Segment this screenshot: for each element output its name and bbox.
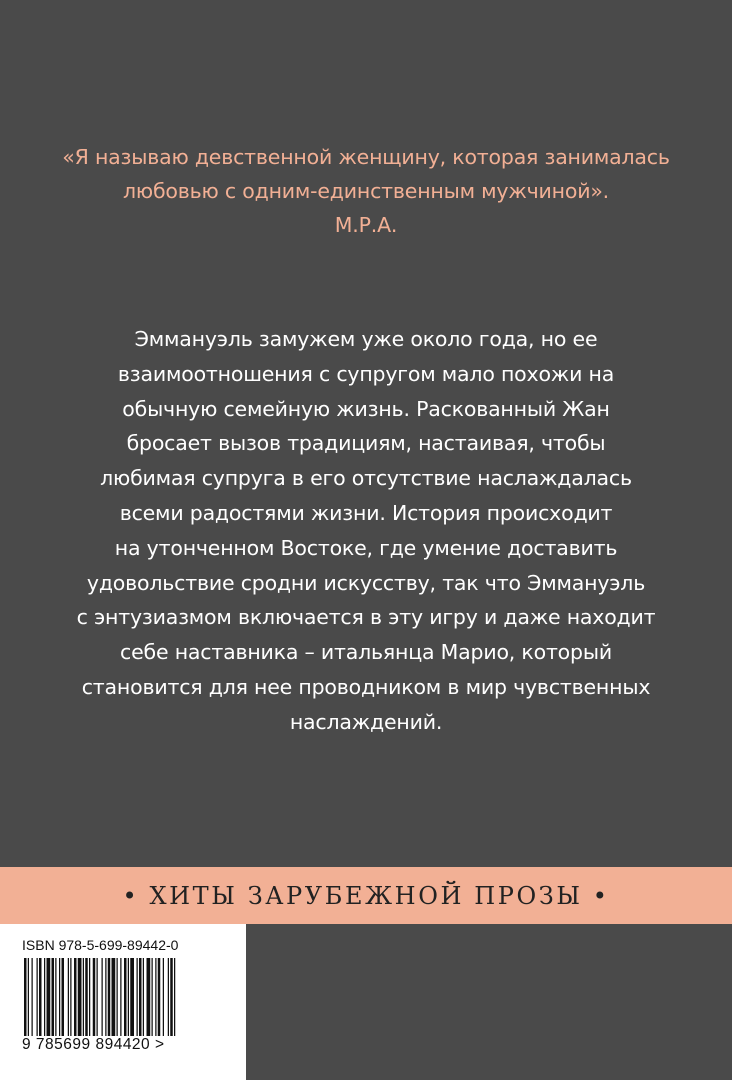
- barcode-bar: [32, 958, 33, 1036]
- description-line: Эммануэль замужем уже около года, но ее: [134, 327, 598, 351]
- barcode-bar: [124, 958, 127, 1036]
- barcode-bar: [155, 958, 156, 1036]
- barcode-bar: [158, 958, 161, 1036]
- barcode-bars: [24, 958, 224, 1036]
- barcode-bar: [28, 958, 29, 1036]
- barcode-bar: [143, 958, 144, 1036]
- barcode-bar: [170, 958, 173, 1036]
- barcode-bar: [168, 958, 169, 1036]
- description-line: удовольствие сродни искусству, так что Эммануэль: [86, 570, 646, 595]
- quote-line: любовью с одним-единственным мужчиной».: [123, 179, 609, 203]
- series-band: [0, 867, 732, 924]
- quote-attribution: М.Р.А.: [334, 213, 398, 237]
- description-line: наслаждений.: [289, 709, 443, 734]
- barcode-bar: [59, 958, 60, 1036]
- barcode-bar: [89, 958, 90, 1036]
- description-line: обычную семейную жизнь. Раскованный Жан: [122, 396, 610, 421]
- barcode-bar: [102, 958, 103, 1036]
- description-line: на утонченном Востоке, где умение доставить: [114, 535, 618, 560]
- barcode-bar: [128, 958, 129, 1036]
- epigraph-quote: [0, 140, 732, 242]
- barcode-digits: 9 785699 894420 >: [22, 1036, 165, 1053]
- barcode-bar: [152, 958, 153, 1036]
- description-line: взаимоотношения с супругом мало похожи на: [117, 361, 615, 386]
- barcode-panel: [0, 924, 246, 1080]
- barcode-bar: [62, 958, 65, 1036]
- barcode-bar: [163, 958, 164, 1036]
- barcode-bar: [47, 958, 51, 1036]
- barcode-bar: [37, 958, 38, 1036]
- description-line: любимая супруга в его отсутствие наслаждалась: [100, 466, 632, 491]
- barcode-bar: [52, 958, 55, 1036]
- barcode-bar: [112, 958, 116, 1036]
- description-line: всеми радостями жизни. История происходит: [119, 500, 613, 525]
- book-description: [0, 322, 732, 740]
- series-title: • ХИТЫ ЗАРУБЕЖНОЙ ПРОЗЫ •: [122, 881, 610, 910]
- barcode-bar: [105, 958, 106, 1036]
- barcode-bar: [55, 958, 56, 1036]
- quote-line: «Я называю девственной женщину, которая занималась: [62, 145, 670, 169]
- barcode-bar: [97, 958, 98, 1036]
- description-line: себе наставника – итальянца Марио, который: [120, 640, 612, 665]
- barcode-bar: [70, 958, 71, 1036]
- barcode-bar: [137, 958, 138, 1036]
- barcode-bar: [83, 958, 84, 1036]
- description-line: становится для нее проводником в мир чувственных: [81, 674, 651, 699]
- barcode-bar: [174, 958, 175, 1036]
- barcode-bar: [139, 958, 142, 1036]
- barcode-bar: [39, 958, 42, 1036]
- barcode-bar: [85, 958, 88, 1036]
- barcode-bar: [120, 958, 121, 1036]
- barcode-bar: [24, 958, 27, 1036]
- isbn-label: ISBN 978-5-699-89442-0: [22, 937, 179, 953]
- barcode-bar: [78, 958, 82, 1036]
- barcode-bar: [44, 958, 45, 1036]
- barcode-bar: [68, 958, 69, 1036]
- barcode-bar: [108, 958, 111, 1036]
- description-line: с энтузиазмом включается в эту игру и даже находит: [76, 605, 656, 630]
- description-line: бросает вызов традициям, настаивая, чтобы: [126, 431, 606, 456]
- barcode-bar: [74, 958, 77, 1036]
- barcode-bar: [147, 958, 151, 1036]
- barcode-bar: [93, 958, 96, 1036]
- barcode-bar: [130, 958, 134, 1036]
- barcode-bar: [117, 958, 118, 1036]
